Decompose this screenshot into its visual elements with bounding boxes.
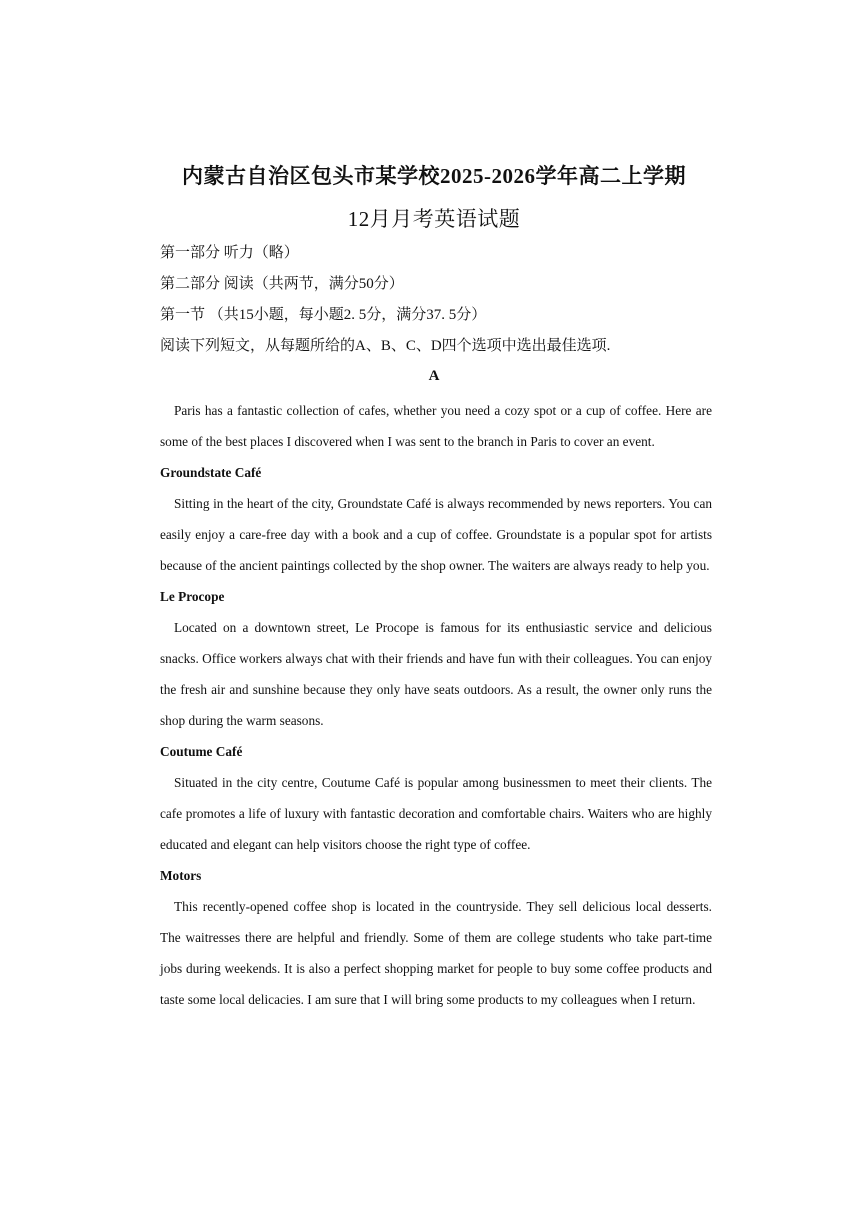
part2-heading: 第二部分 阅读（共两节，满分50分）: [160, 276, 404, 292]
cafe-description: Situated in the city centre, Coutume Café is popular among businessmen to meet their clients. The cafe promotes a life of luxury with fantastic decoration and comfortable chairs. Waiters who are highly educated and elegant can help visitors choose the right type of coffee.: [160, 775, 712, 852]
cafe-description: This recently-opened coffee shop is located in the countryside. They sell delicious local desserts. The waitresses there are helpful and friendly. Some of them are college students who take part-time jobs during weekends. It is also a perfect shopping market for people to buy some coffee products and taste some local delicacies. I am sure that I will bring some products to my colleagues when I return.: [160, 899, 712, 1007]
document-title-line2: 12月月考英语试题: [347, 207, 521, 231]
cafe-name: Motors: [160, 868, 202, 883]
section1-heading: 第一节 （共15小题，每小题2. 5分，满分37. 5分）: [160, 307, 487, 323]
cafe-description: Located on a downtown street, Le Procope is famous for its enthusiastic service and delicious snacks. Office workers always chat with their friends and have fun with their colleagues. You can enjoy the fresh air and sunshine because they only have seats outdoors. As a result, the owner only runs the shop during the warm seasons.: [160, 620, 712, 728]
cafe-name: Coutume Café: [160, 744, 243, 759]
passage-letter: A: [428, 368, 440, 384]
part1-heading: 第一部分 听力（略）: [160, 245, 299, 261]
cafe-name: Le Procope: [160, 589, 225, 604]
passage-body: [160, 395, 712, 1015]
instruction-text: 阅读下列短文，从每题所给的A、B、C、D四个选项中选出最佳选项.: [160, 338, 611, 354]
cafe-name: Groundstate Café: [160, 465, 262, 480]
document-title-line1: 内蒙古自治区包头市某学校2025-2026学年高二上学期: [182, 164, 686, 188]
cafe-description: Sitting in the heart of the city, Groundstate Café is always recommended by news reporters. You can easily enjoy a care-free day with a book and a cup of coffee. Groundstate is a popular spot for artists because of the ancient paintings collected by the shop owner. The waiters are always ready to help you.: [160, 496, 712, 573]
passage-intro: Paris has a fantastic collection of cafes, whether you need a cozy spot or a cup of coffee. Here are some of the best places I discovered when I was sent to the branch in Paris to cover an event.: [160, 403, 712, 449]
